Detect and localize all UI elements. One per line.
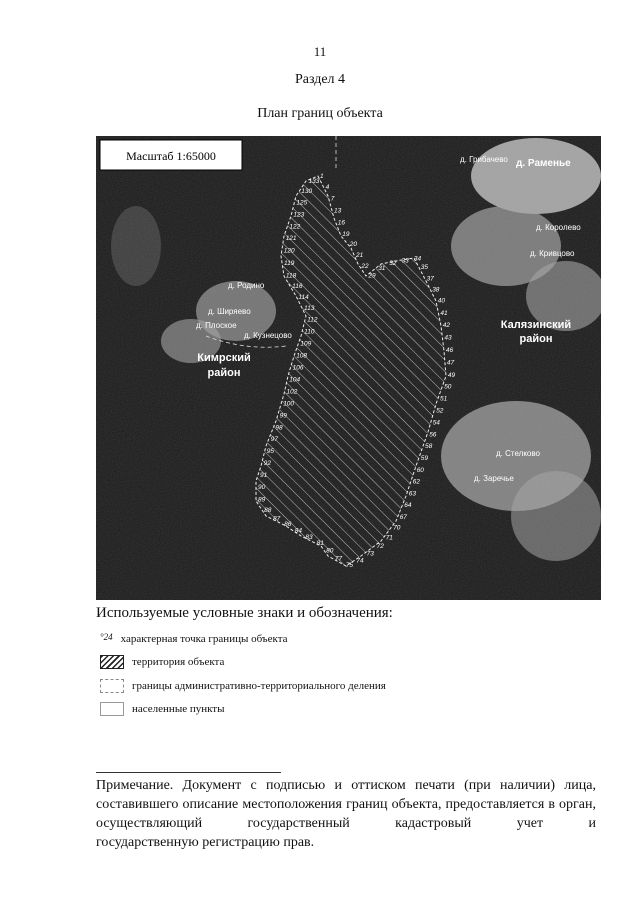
- boundary-point-number: 58: [425, 443, 433, 451]
- boundary-point-number: 71: [385, 534, 393, 542]
- boundary-point-number: 86: [284, 521, 292, 529]
- settlement-shiryaevo: д. Ширяево: [208, 307, 251, 316]
- boundary-point-number: 116: [292, 283, 303, 291]
- boundary-point-number: 113: [304, 305, 315, 312]
- point-icon: °24: [100, 632, 113, 642]
- district-kimrsky-line1: Кимрский: [197, 352, 251, 364]
- boundary-point-number: 122: [289, 223, 301, 231]
- boundary-point-number: 75: [345, 561, 354, 569]
- boundary-point-number: 70: [393, 524, 401, 532]
- boundary-point-number: 118: [285, 272, 297, 280]
- boundary-point-number: 87: [273, 515, 281, 523]
- footnote: [96, 776, 596, 852]
- settlement-krivtsovo: д. Кривцово: [530, 249, 575, 258]
- boundary-point-number: 125: [296, 199, 308, 207]
- boundary-point-number: 50: [444, 383, 452, 391]
- settlement-stelkovo: д. Стелково: [496, 449, 540, 458]
- boundary-point-number: 51: [440, 395, 448, 403]
- boundary-point-number: 102: [286, 388, 298, 396]
- boundary-point-number: 120: [283, 247, 295, 255]
- boundary-point-number: 97: [270, 436, 279, 443]
- dashed-border-icon: [100, 679, 124, 693]
- boundary-point-number: 100: [283, 400, 295, 408]
- boundary-point-number: 54: [432, 419, 440, 427]
- boundary-point-number: 74: [356, 557, 364, 565]
- legend-title: Используемые условные знаки и обозначения:: [96, 605, 393, 621]
- settlement-zarechye: д. Заречье: [474, 474, 514, 483]
- boundary-point-number: 4: [325, 184, 330, 192]
- legend-item-point: [100, 632, 288, 646]
- plan-title: План границ объекта: [257, 106, 383, 121]
- boundary-point-number: 119: [284, 259, 295, 267]
- boundary-point-number: 88: [264, 507, 272, 515]
- settlement-gribachevo: д. Грибачево: [460, 155, 508, 164]
- legend-label: границы административно-территориального деления: [132, 680, 386, 692]
- boundary-point-number: 49: [447, 371, 456, 379]
- boundary-point-number: 84: [294, 527, 303, 535]
- boundary-point-number: 99: [279, 412, 287, 420]
- district-kimrsky-line2: район: [207, 367, 241, 379]
- boundary-point-number: 52: [436, 407, 444, 415]
- boundary-point-number: 73: [366, 550, 374, 558]
- boundary-point-number: 77: [334, 555, 343, 563]
- boundary-point-number: 108: [296, 352, 308, 360]
- settlement-ramenye: д. Раменье: [516, 158, 571, 169]
- legend-label: населенные пункты: [132, 703, 225, 715]
- settlement-icon: [100, 702, 124, 716]
- boundary-point-number: 67: [399, 513, 407, 521]
- settlement-kuznetsovo: д. Кузнецово: [244, 331, 292, 340]
- footnote-text: Примечание. Документ с подписью и оттиском печати (при наличии) лица, составившего описание местоположения границ объекта, предоставляется в орган, осуществляющий государственный кадастровый учет и: [96, 778, 596, 831]
- boundary-point-number: 80: [326, 547, 334, 555]
- footnote-rule: [96, 772, 281, 773]
- legend-item-territory: [100, 655, 224, 669]
- settlement-korolevo: д. Королево: [536, 223, 581, 232]
- boundary-point-number: 20: [349, 241, 358, 249]
- boundary-point-number: 41: [440, 309, 448, 317]
- settlement-rodino: д. Родино: [228, 281, 265, 290]
- boundary-point-number: 13: [334, 207, 342, 215]
- boundary-point-number: 62: [412, 478, 421, 486]
- boundary-point-number: 109: [300, 340, 312, 348]
- boundary-point-number: 31: [378, 264, 386, 272]
- boundary-point-number: 35: [420, 264, 429, 272]
- boundary-point-number: 130: [301, 188, 313, 195]
- boundary-point-number: 64: [404, 502, 412, 510]
- boundary-point-number: 34: [413, 255, 422, 263]
- legend-item-settlement: [100, 702, 225, 716]
- boundary-point-number: 56: [429, 431, 437, 439]
- boundary-point-number: 42: [442, 322, 451, 330]
- boundary-point-number: 7: [330, 195, 335, 203]
- boundary-point-number: 33: [401, 257, 409, 265]
- boundary-point-number: 47: [446, 359, 455, 367]
- settlement-ploskoe: д. Плоское: [196, 321, 237, 330]
- district-kalyazinsky-line1: Калязинский: [500, 319, 572, 331]
- boundary-point-number: 29: [368, 272, 376, 280]
- boundary-point-number: 123: [293, 211, 305, 219]
- boundary-point-number: 92: [263, 459, 272, 467]
- boundary-point-number: 1: [320, 173, 324, 180]
- boundary-point-number: 40: [437, 297, 446, 305]
- boundary-point-number: 60: [416, 466, 424, 474]
- legend-item-admin-border: [100, 679, 386, 693]
- page-number: 11: [313, 44, 327, 59]
- boundary-point-number: 95: [266, 447, 275, 455]
- boundary-point-number: 89: [258, 496, 266, 504]
- boundary-point-number: 16: [337, 219, 346, 227]
- boundary-point-number: 110: [304, 328, 315, 336]
- boundary-point-number: 112: [307, 316, 318, 324]
- boundary-point-number: 38: [432, 286, 440, 294]
- boundary-point-number: 59: [420, 455, 429, 462]
- boundary-point-number: 22: [361, 263, 369, 271]
- boundary-point-number: 121: [285, 235, 297, 243]
- boundary-point-number: 63: [408, 490, 417, 498]
- boundary-point-number: 98: [275, 424, 283, 432]
- boundary-point-number: 46: [445, 346, 454, 354]
- boundary-point-number: 37: [426, 275, 434, 283]
- boundary-point-number: 106: [292, 364, 304, 372]
- boundary-point-number: 43: [444, 334, 452, 342]
- boundary-point-number: 133: [308, 177, 320, 185]
- boundary-point-number: 83: [305, 534, 313, 542]
- legend-label: характерная точка границы объекта: [120, 633, 288, 645]
- footnote-last-line: государственную регистрацию прав.: [96, 835, 315, 850]
- boundary-point-number: 81: [316, 539, 324, 547]
- boundary-map: [96, 136, 601, 600]
- boundary-point-number: 114: [298, 293, 309, 301]
- scale-label: Масштаб 1:65000: [126, 149, 216, 163]
- district-kalyazinsky-line2: район: [519, 333, 553, 345]
- boundary-point-number: 21: [356, 251, 364, 259]
- boundary-point-number: 91: [260, 471, 268, 479]
- boundary-point-number: 72: [376, 542, 384, 550]
- legend-label: территория объекта: [132, 656, 225, 668]
- boundary-point-number: 19: [342, 231, 350, 239]
- boundary-point-number: 32: [389, 259, 397, 267]
- hatched-area-icon: [100, 655, 124, 669]
- boundary-point-number: 90: [258, 484, 266, 492]
- section-heading: Раздел 4: [294, 72, 346, 87]
- boundary-point-number: 104: [289, 376, 301, 384]
